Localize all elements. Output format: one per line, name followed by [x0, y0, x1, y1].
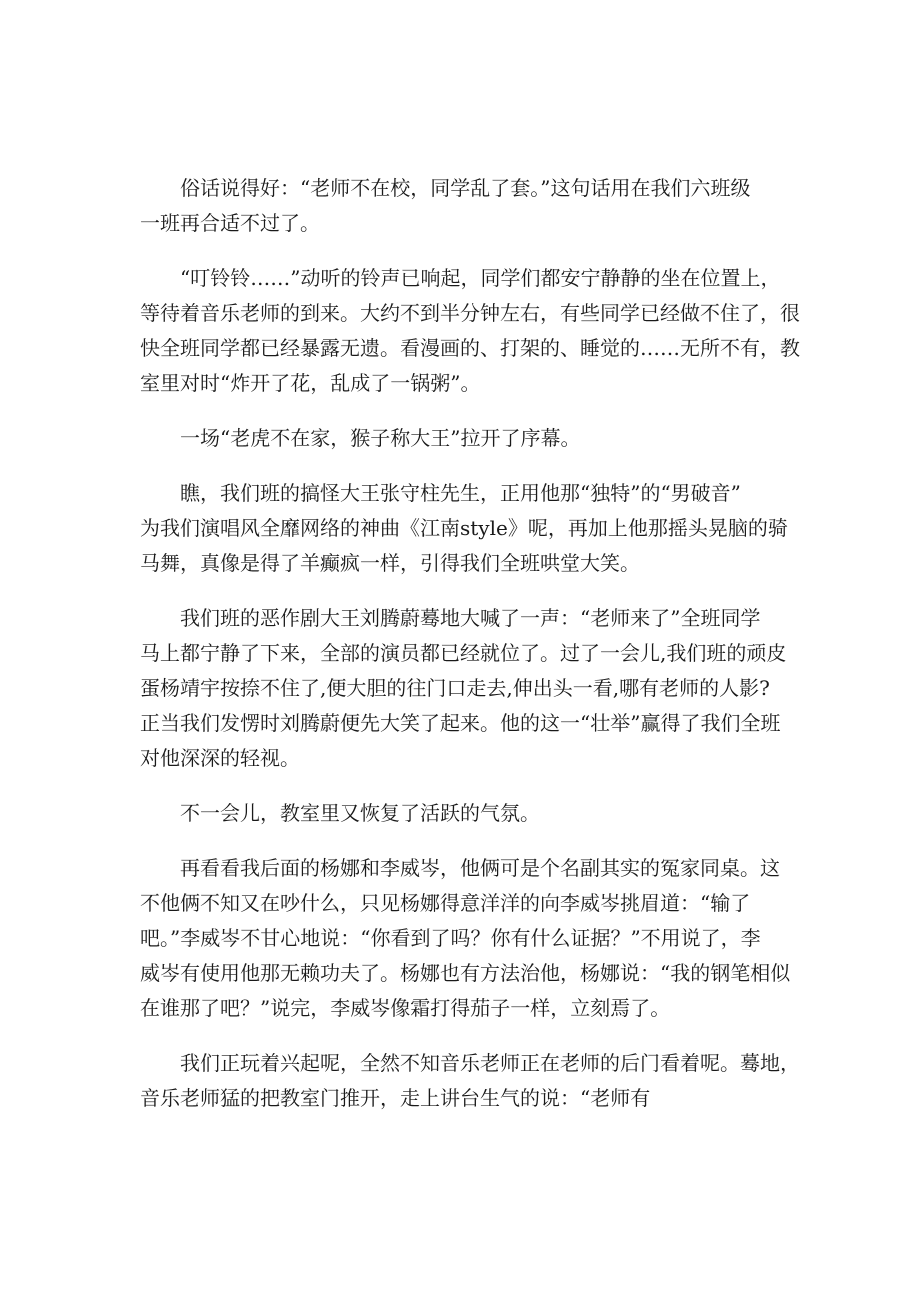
paragraph-3	[140, 421, 800, 456]
text-line: 正当我们发愣时刘腾蔚便先大笑了起来。他的这一“壮举”赢得了我们全班	[140, 711, 781, 735]
text-line: 对他深深的轻视。	[140, 746, 300, 770]
paragraph-7	[140, 851, 800, 1026]
text-line: 等待着音乐老师的到来。大约不到半分钟左右，有些同学已经做不住了，很	[140, 301, 800, 325]
text-line: 马上都宁静了下来，全部的演员都已经就位了。过了一会儿,我们班的顽皮	[140, 641, 787, 665]
text-line: 再看看我后面的杨娜和李威岑，他俩可是个名副其实的冤家同桌。这	[140, 856, 780, 880]
text-line: 音乐老师猛的把教室门推开，走上讲台生气的说：“老师有	[140, 1086, 651, 1110]
text-line: 一场“老虎不在家，猴子称大王”拉开了序幕。	[140, 426, 581, 450]
body-text	[140, 171, 800, 1136]
text-line: 为我们演唱风全靡网络的神曲《江南style》呢，再加上他那摇头晃脑的骑	[140, 516, 788, 540]
text-line: 吧。”李威岑不甘心地说：“你看到了吗？你有什么证据？”不用说了，李	[140, 926, 761, 950]
paragraph-4	[140, 476, 800, 581]
text-line: 在谁那了吧？”说完，李威岑像霜打得茄子一样，立刻焉了。	[140, 996, 671, 1020]
text-line: 不他俩不知又在吵什么，只见杨娜得意洋洋的向李威岑挑眉道：“输了	[140, 891, 751, 915]
text-line: 我们正玩着兴起呢，全然不知音乐老师正在老师的后门看着呢。蓦地，	[140, 1051, 800, 1075]
text-line: 俗话说得好：“老师不在校，同学乱了套。”这句话用在我们六班级	[140, 176, 751, 200]
paragraph-2	[140, 261, 800, 401]
text-line: 我们班的恶作剧大王刘腾蔚蓦地大喊了一声：“老师来了”全班同学	[140, 606, 761, 630]
text-line: 蛋杨靖宇按捺不住了,便大胆的往门口走去,伸出头一看,哪有老师的人影?	[140, 676, 770, 700]
text-line: “叮铃铃……”动听的铃声已响起，同学们都安宁静静的坐在位置上，	[140, 266, 781, 290]
text-line: 快全班同学都已经暴露无遗。看漫画的、打架的、睡觉的……无所不有，教	[140, 336, 800, 360]
paragraph-5	[140, 601, 800, 776]
text-line: 一班再合适不过了。	[140, 211, 320, 235]
text-line: 不一会儿，教室里又恢复了活跃的气氛。	[140, 801, 540, 825]
text-line: 瞧，我们班的搞怪大王张守柱先生，正用他那“独特”的“男破音”	[140, 481, 741, 505]
text-line: 马舞，真像是得了羊癫疯一样，引得我们全班哄堂大笑。	[140, 551, 640, 575]
text-line: 室里对时“炸开了花，乱成了一锅粥”。	[140, 371, 481, 395]
text-line: 威岑有使用他那无赖功夫了。杨娜也有方法治他，杨娜说：“我的钢笔相似	[140, 961, 791, 985]
paragraph-6	[140, 796, 800, 831]
paragraph-8	[140, 1046, 800, 1116]
paragraph-1	[140, 171, 800, 241]
